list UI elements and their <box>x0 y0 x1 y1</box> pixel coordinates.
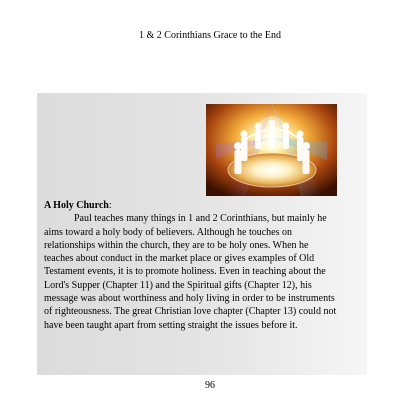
section-heading-line <box>44 199 364 212</box>
paragraph-line: aims toward a holy body of believers. Although he touches on <box>44 226 293 238</box>
illustration-people-circle-in-light <box>206 104 337 196</box>
paragraph-line: have been taught apart from setting straight the issues before it. <box>44 319 298 331</box>
paragraph-line: teaches about conduct in the market place or gives examples of Old <box>44 253 315 265</box>
section-heading: A Holy Church <box>44 200 109 211</box>
paragraph-line: Lord's Supper (Chapter 11) and the Spiritual gifts (Chapter 12), his <box>44 279 312 291</box>
page-header: 1 & 2 Corinthians Grace to the End <box>139 30 281 41</box>
body-paragraph <box>44 212 364 332</box>
page-number: 96 <box>205 380 215 391</box>
paragraph-line: message was about worthiness and holy living in order to be instruments <box>44 293 335 305</box>
holy-church-section <box>44 199 364 332</box>
paragraph-line: Paul teaches many things in 1 and 2 Corinthians, but mainly he <box>74 213 327 225</box>
paragraph-line: of righteousness. The great Christian love chapter (Chapter 13) could not <box>44 306 337 318</box>
people-circle-icon <box>206 104 337 196</box>
heading-colon: : <box>108 200 112 211</box>
paragraph-line: Testament events, it is to promote holiness. Even in teaching about the <box>44 266 326 278</box>
paragraph-line: relationships within the church, they are to be holy ones. When he <box>44 239 309 251</box>
